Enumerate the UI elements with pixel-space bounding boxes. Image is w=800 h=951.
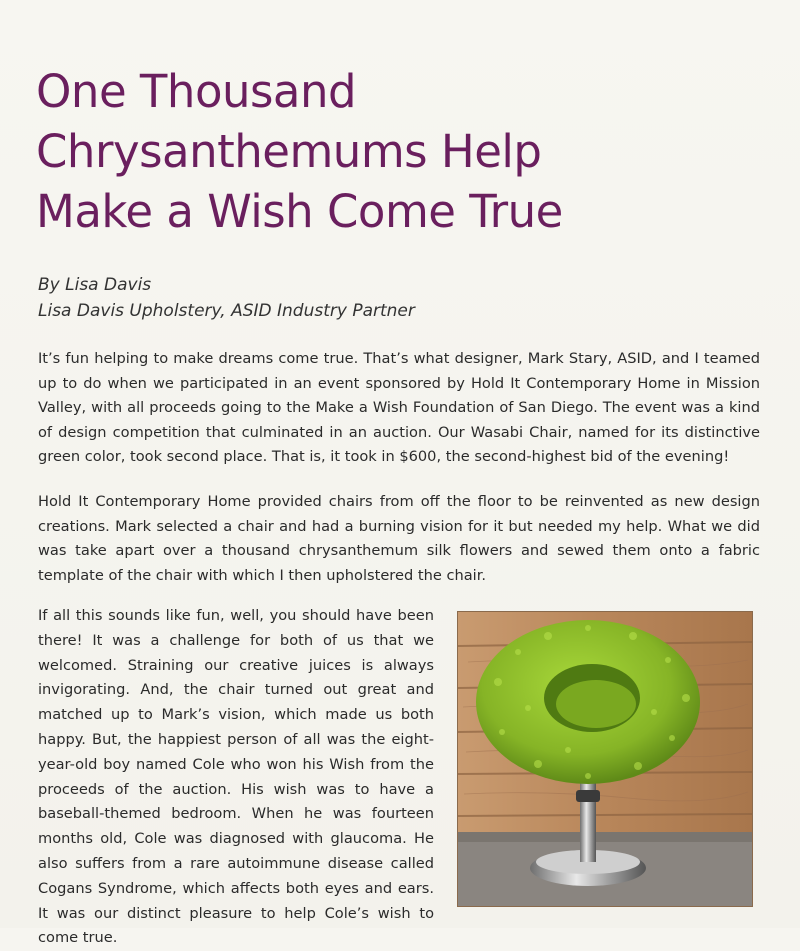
author-name: By Lisa Davis (38, 275, 152, 295)
paragraph-1: It’s fun helping to make dreams come true. That’s what designer, Mark Stary, ASID, and I teamed up to do when we participated in an event sponsored by Hold It Contemporary Home in Mission Valley, with all proceeds going to the Make a Wish Foundation of San Diego. The event was a kind of design competition that culminated in an auction. Our Wasabi Chair, named for its distinctive green color, took second place. That is, it took in $600, the second-highest bid of the evening! (38, 350, 760, 466)
byline (38, 272, 415, 324)
floor-reflection (458, 832, 752, 842)
chair-stem-collar (576, 790, 600, 802)
title-line-1: One Thousand (36, 65, 357, 118)
paragraph-3: If all this sounds like fun, well, you should have been there! It was a challenge for both of us that we welcomed. Straining our creative juices is always invigorating. And, the chair turned out great and matched up to Mark’s vision, which made us both happy. But, the happiest person of all was the eight-year-old boy named Cole who won his Wish from the proceeds of the auction. His wish was to have a baseball-themed bedroom. When he was fourteen months old, Cole was diagnosed with glaucoma. He also suffers from a rare autoimmune disease called Cogans Syndrome, which affects both eyes and ears. It was our distinct pleasure to help Cole’s wish to come true. (38, 607, 434, 947)
chair-illustration (458, 612, 752, 906)
title-line-3: Make a Wish Come True (36, 185, 563, 238)
title-line-2: Chrysanthemums Help (36, 125, 542, 178)
chair-opening-inner (556, 680, 636, 728)
author-affiliation: Lisa Davis Upholstery, ASID Industry Partner (38, 301, 415, 321)
article-title (36, 62, 716, 242)
wasabi-chair-photo (458, 612, 752, 906)
paragraph-2: Hold It Contemporary Home provided chairs from off the floor to be reinvented as new design creations. Mark selected a chair and had a burning vision for it but needed my help. What we did was take apart over a thousand chrysanthemum silk flowers and sewed them onto a fabric template of the chair with which I then upholstered the chair. (38, 493, 760, 584)
